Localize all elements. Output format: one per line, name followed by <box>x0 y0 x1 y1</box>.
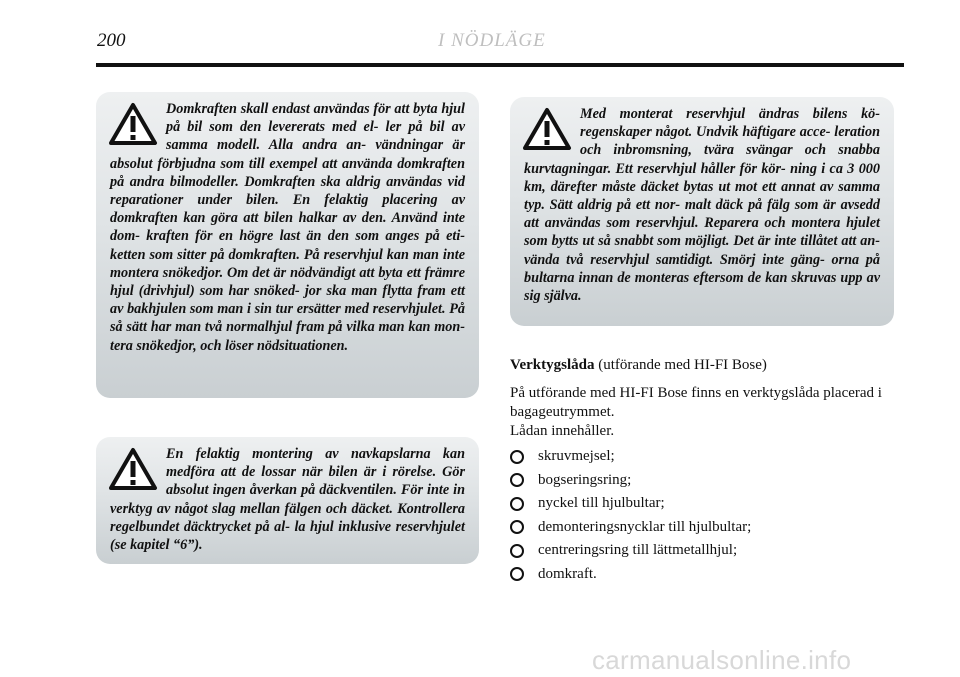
warning-text-spare-wheel: Med monterat reservhjul ändras bilens kö- regenskaper något. Undvik häftigare acce- leration och inbromsning, tvära svängar och snabba kurvtagningar. Ett reservhjul håller för kör- ning i ca 3 000 km, därefter måste däcket bytas ut mot ett annat av samma typ. Sätt aldrig på ett nor- malt däck på fälg som är avsedd att användas som reservhjul. Reparera och montera hjulet som bytts ut så snabbt som möjligt. Det är inte tillåtet att an- vända två reservhjul samtidigt. Smörj inte gäng- orna på bultarna innan de monteras eftersom de kan skruvas upp av sig själva. <box>524 106 880 305</box>
toolbox-list <box>510 445 900 586</box>
toolbox-contents-label: Lådan innehåller. <box>510 423 615 439</box>
list-item-label: nyckel till hjulbultar; <box>538 495 665 512</box>
list-item <box>510 539 900 563</box>
bullet-circle-icon <box>510 450 524 464</box>
list-item-label: demonteringsnycklar till hjulbultar; <box>538 518 752 535</box>
bullet-circle-icon <box>510 520 524 534</box>
warning-box-jack <box>96 92 479 398</box>
warning-text-jack: Domkraften skall endast användas för att byta hjul på bil som den levererats med el- ler på bil av samma modell. Alla andra an- vändningar är absolut förbjudna som till exempel att använda domkraften på andra bilmodeller. Domkraften ska aldrig användas vid reparationer under bilen. En felaktig placering av domkraften kan göra att bilen halkar av den. Använd inte dom- kraften för en högre last än den som anges på eti- ketten som sitter på domkraften. På reservhjul kan man inte montera snökedjor. Om det är nödvändigt att byta ett främre hjul (drivhjul) som har snöked- jor ska man flytta fram ett av bakhjulen som man i sin tur ersätter med reservhjulet. På så sätt har man två normalhjul fram på vilka man kan mon- tera snökedjor, och löser nödsituationen. <box>110 101 465 354</box>
warning-text-hubcaps: En felaktig montering av navkapslarna kan medföra att de lossar när bilen är i rörelse. Gör absolut ingen åverkan på däckventilen. För inte in verktyg av något slag mellan fälgen och däcket. Kontrollera regelbundet däcktrycket på al- la hjul inklusive reservhjulet (se kapitel “6”). <box>110 446 465 554</box>
toolbox-heading-note: (utförande med HI-FI Bose) <box>598 357 767 373</box>
bullet-circle-icon <box>510 567 524 581</box>
bullet-circle-icon <box>510 544 524 558</box>
list-item-label: domkraft. <box>538 565 597 582</box>
header-rule <box>96 63 904 67</box>
section-title: I NÖDLÄGE <box>438 30 546 51</box>
list-item-label: bogseringsring; <box>538 471 632 488</box>
warning-triangle-icon <box>522 107 572 151</box>
list-item <box>510 469 900 493</box>
bullet-circle-icon <box>510 473 524 487</box>
toolbox-heading-title: Verktygslåda <box>510 357 595 373</box>
toolbox-intro: På utförande med HI-FI Bose finns en verktygslåda placerad i bagageutrymmet. <box>510 385 882 420</box>
list-item-label: skruvmejsel; <box>538 448 615 465</box>
watermark: carmanualsonline.info <box>592 645 852 675</box>
list-item <box>510 563 900 587</box>
warning-triangle-icon <box>108 102 158 146</box>
list-item <box>510 492 900 516</box>
toolbox-heading <box>510 357 767 374</box>
warning-box-hubcaps <box>96 437 479 564</box>
warning-triangle-icon <box>108 447 158 491</box>
toolbox-body <box>510 384 900 586</box>
list-item <box>510 445 900 469</box>
warning-box-spare-wheel <box>510 97 894 326</box>
bullet-circle-icon <box>510 497 524 511</box>
page-number: 200 <box>97 30 126 51</box>
list-item <box>510 516 900 540</box>
list-item-label: centreringsring till lättmetallhjul; <box>538 542 738 559</box>
